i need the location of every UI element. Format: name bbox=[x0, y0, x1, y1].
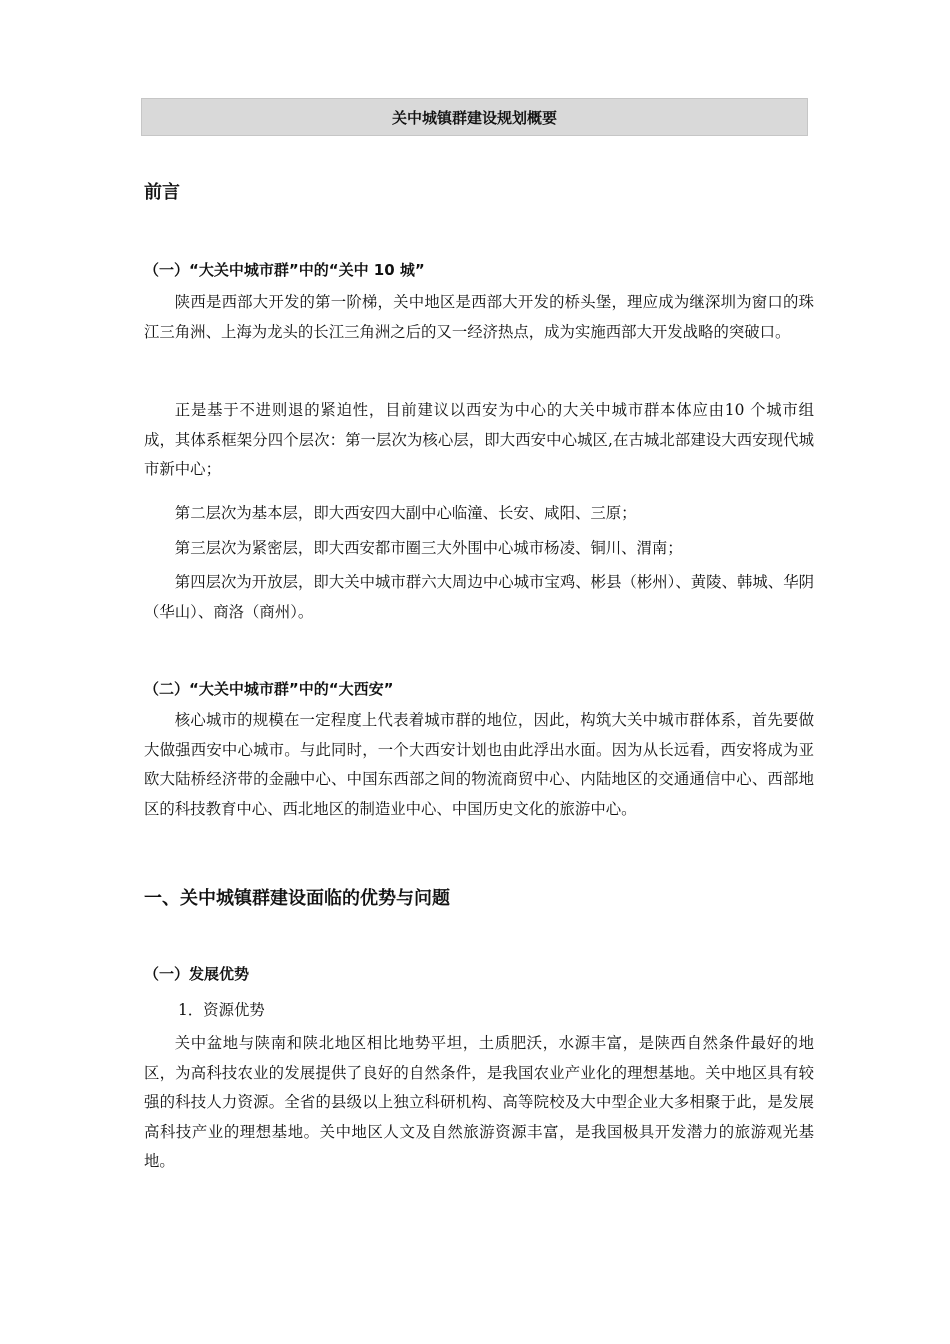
paragraph-5: 第四层次为开放层，即大关中城市群六大周边中心城市宝鸡、彬县（彬州）、黄陵、韩城、华阴（华山）、商洛（商州）。 bbox=[144, 573, 814, 621]
preface-heading: 前言 bbox=[144, 182, 180, 203]
section-heading-2: （二）“大关中城市群”中的“大西安” bbox=[144, 680, 394, 698]
paragraph-4: 第三层次为紧密层，即大西安都市圈三大外围中心城市杨凌、铜川、渭南； bbox=[174, 539, 683, 557]
document-title-bar bbox=[141, 98, 808, 136]
document-title: 关中城镇群建设规划概要 bbox=[391, 108, 557, 127]
paragraph-3: 第二层次为基本层，即大西安四大副中心临潼、长安、咸阳、三原； bbox=[174, 504, 637, 522]
item-label-resources: 1．资源优势 bbox=[178, 1001, 265, 1019]
subsection-heading-advantages: （一）发展优势 bbox=[144, 965, 250, 983]
paragraph-2: 正是基于不进则退的紧迫性，目前建议以西安为中心的大关中城市群本体应由10 个城市组成，其体系框架分四个层次：第一层次为核心层，即大西安中心城区,在古城北部建设大西安现代城市新中心； bbox=[144, 401, 814, 478]
paragraph-7: 关中盆地与陕南和陕北地区相比地势平坦，土质肥沃，水源丰富，是陕西自然条件最好的地区，为高科技农业的发展提供了良好的自然条件，是我国农业产业化的理想基地。关中地区具有较强的科技人力资源。全省的县级以上独立科研机构、高等院校及大中型企业大多相聚于此，是发展高科技产业的理想基地。关中地区人文及自然旅游资源丰富，是我国极具开发潜力的旅游观光基地。 bbox=[144, 1034, 814, 1170]
paragraph-1: 陕西是西部大开发的第一阶梯，关中地区是西部大开发的桥头堡，理应成为继深圳为窗口的珠江三角洲、上海为龙头的长江三角洲之后的又一经济热点，成为实施西部大开发战略的突破口。 bbox=[144, 293, 814, 341]
section-heading-1: （一）“大关中城市群”中的“关中 10 城” bbox=[144, 261, 425, 279]
chapter-heading-1: 一、关中城镇群建设面临的优势与问题 bbox=[144, 888, 450, 909]
paragraph-6: 核心城市的规模在一定程度上代表着城市群的地位，因此，构筑大关中城市群体系，首先要做大做强西安中心城市。与此同时，一个大西安计划也由此浮出水面。因为从长远看，西安将成为亚欧大陆桥经济带的金融中心、中国东西部之间的物流商贸中心、内陆地区的交通通信中心、西部地区的科技教育中心、西北地区的制造业中心、中国历史文化的旅游中心。 bbox=[144, 711, 814, 818]
